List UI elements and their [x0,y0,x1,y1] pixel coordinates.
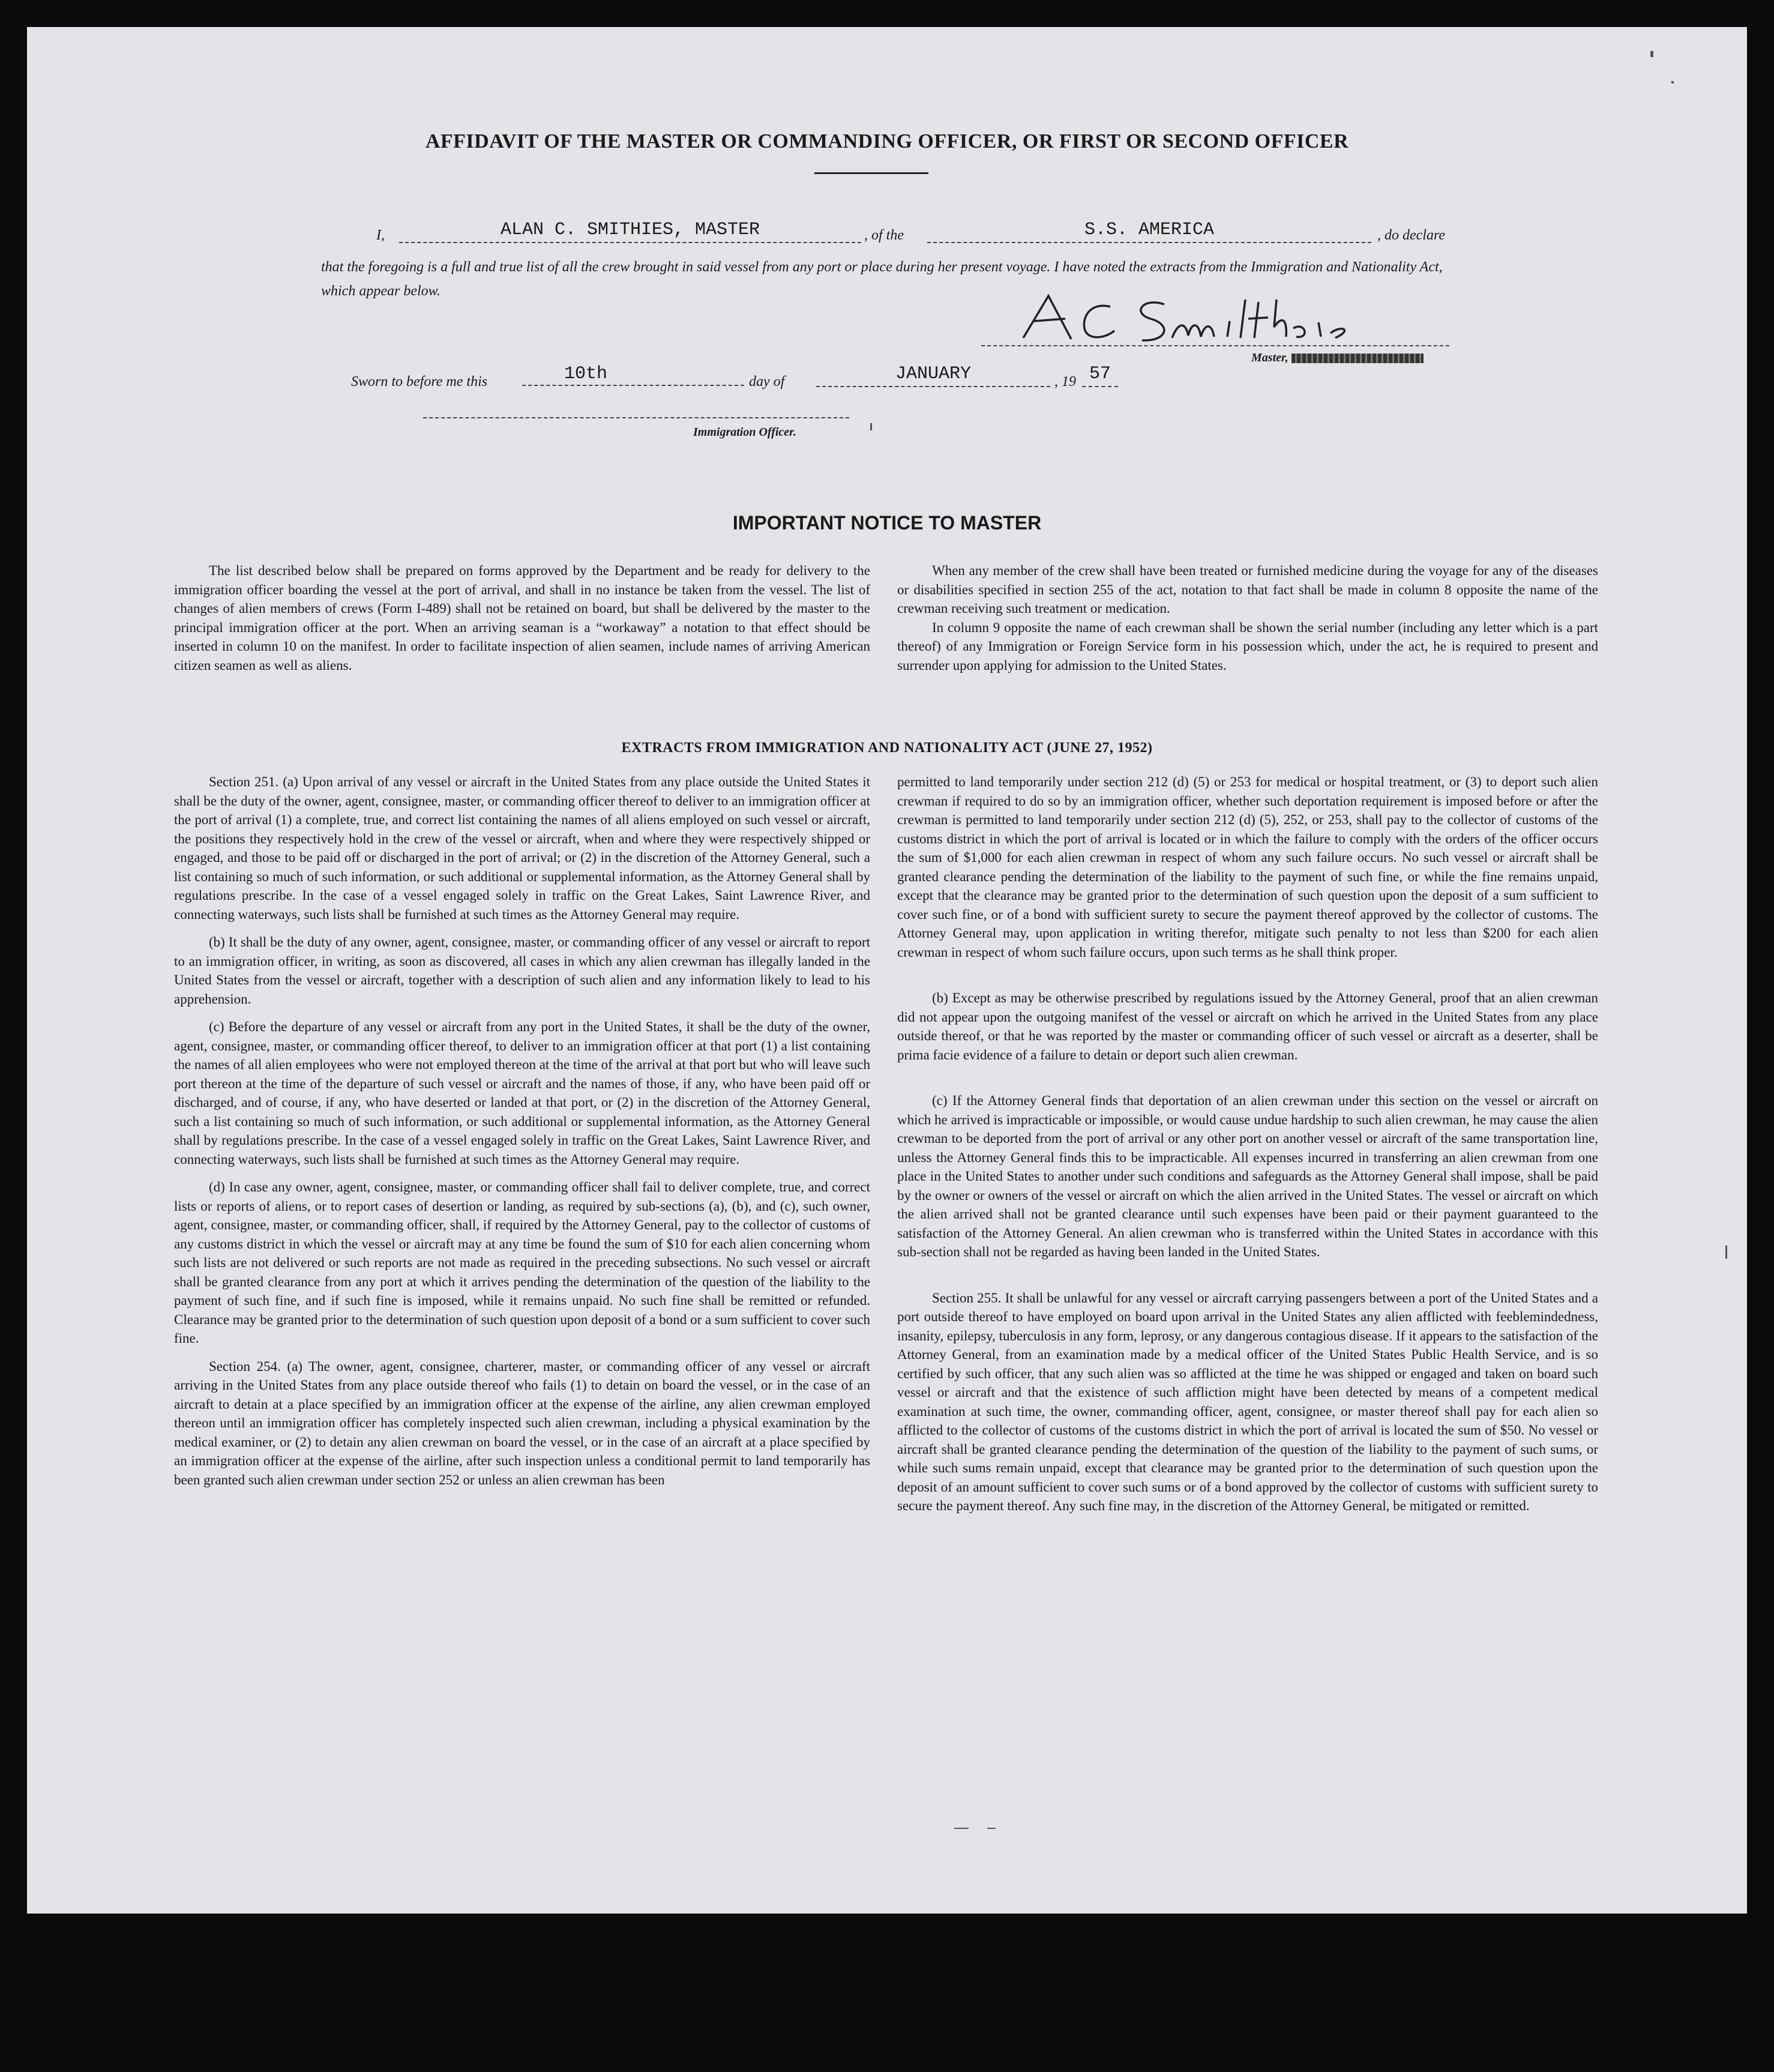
sworn-month-field: JANUARY [816,362,1050,387]
affidavit-title: AFFIDAVIT OF THE MASTER OR COMMANDING OFFICER, OR FIRST OR SECOND OFFICER [425,130,1349,152]
section-254-a: Section 254. (a) The owner, agent, consignee, charterer, master, or commanding officer of any vessel or aircraft arriving in the United States from any place outside thereof who fails (1) to detain on board the vessel, or in the case of an aircraft to detain at a place specified by an immigration officer at the expense of the airline, any alien crewman employed thereon until an immigration officer has completely inspected such alien crewman, including a physical examination by the medical examiner, or (2) to detain any alien crewman on board the vessel, or in the case of an aircraft at a place specified by an immigration officer at the expense of the airline, after such inspection unless a conditional permit to land temporarily has been granted such alien crewman under section 252 or unless an alien crewman has been [174,1358,870,1487]
sworn-row [351,362,1191,392]
section-251-b: (b) It shall be the duty of any owner, agent, consignee, master, or commanding officer of any vessel or aircraft to report to an immigration officer, in writing, as soon as discovered, all cases in which any alien crewman has illegally landed in the United States from the vessel or aircraft, together with a description of such alien and any information likely to lead to his apprehension. [174,935,870,1007]
sworn-day-field: 10th [522,362,744,386]
declaration-prefix: I, [376,227,385,243]
scan-speck [1725,1245,1727,1259]
section-254-b: (b) Except as may be otherwise prescribed by regulations issued by the Attorney General, proof that an alien crewman did not appear upon the outgoing manifest of the vessel or aircraft on which he arrived in the United States from any place outside thereof, or that he was reported by the master or commanding officer of such vessel or aircraft as a deserter, shall be prima facie evidence of a failure to detain or deport such alien crewman. [897,990,1598,1062]
notice-title: IMPORTANT NOTICE TO MASTER [732,512,1042,534]
title-underline [814,172,928,174]
notice-paragraph: In column 9 opposite the name of each crewman shall be shown the serial number (including any letter which is a part thereof) of any Immigration or Foreign Service form in his possession which, under the act, he is required to present and surrender upon applying for admission to the United States. [897,619,1598,673]
struck-out-text [1291,354,1424,363]
master-name-field: ALAN C. SMITHIES, MASTER [399,218,861,243]
declaration-text: that the foregoing is a full and true list of all the crew brought in said vessel from any port or place during her present voyage. I have noted the extracts from the Immigration and Nationality Act, which appear below. [321,259,1443,299]
section-251-d: (d) In case any owner, agent, consignee, master, or commanding officer shall fail to deliver complete, true, and correct lists or reports of aliens, or to report cases of desertion or landing, as required by sub-sections (a), (b), and (c), such owner, agent, consignee, master, or commanding officer, shall, if required by the Attorney General, pay to the collector of customs of any customs district in which the vessel or aircraft may at any time be found the sum of $10 for each alien concerning whom such lists are not delivered or such reports are not made as required in the preceding subsections. No such vessel or aircraft shall be granted clearance from any port at which it arrives pending the determination of the question of the liability to the payment of such fine, and if such fine is imposed, while it remains unpaid. No such fine shall be remitted or refunded. Clearance may be granted prior to the determination of such question upon deposit of a bond or a sum sufficient to cover such fine. [174,1179,870,1346]
section-254-a-continued: permitted to land temporarily under section 212 (d) (5) or 253 for medical or hospital treatment, or (3) to deport such alien crewman if required to do so by an immigration officer, whether such deportation requirement is imposed before or after the crewman is permitted to land temporarily under section 212 (d) (5), 252, or 253, shall pay to the collector of customs of the customs district in which the port of arrival is located or in which the failure to comply with the orders of the officer occurs the sum of $1,000 for each alien crewman in respect of whom any such failure occurs. No such vessel or aircraft shall be granted clearance pending the determination of the liability to the payment of such fine, or while the fine remains unpaid, except that the clearance may be granted prior to the determination of such question upon the deposit of a sum sufficient to cover such fine, or of a bond with sufficient surety to secure the payment thereof approved by the collector of customs. The Attorney General may, upon application in writing therefor, mitigate such penalty to not less than $200 for each alien crewman in respect of whom such failure occurs, upon such terms as he shall think proper. [897,774,1598,960]
year-prefix: , 19 [1054,374,1076,390]
extracts-right-column [897,772,1598,1543]
sworn-year-field: 57 [1082,362,1118,387]
scan-speck [870,423,872,430]
section-254-c: (c) If the Attorney General finds that deportation of an alien crewman under this section on the vessel or aircraft on which he arrived is impracticable or impossible, or would cause undue hardship to such alien crewman, he may cause the alien crewman to be deported from the port of arrival or any other port on another vessel or aircraft of the same transportation line, unless the Attorney General finds this to be impracticable. All expenses incurred in transferring an alien crewman from one place in the United States to another under such conditions and safeguards as the Attorney General shall impose, shall be paid by the owner or owners of the vessel or aircraft on which the alien arrived in the United States. The vessel or aircraft on which the alien arrived shall not be granted clearance until such expenses have been paid or their payment guaranteed to the satisfaction of the Attorney General. An alien crewman who is transferred within the United States in accordance with this sub-section shall not be regarded as having been landed in the United States. [897,1093,1598,1259]
of-the-label: , of the [864,227,904,243]
master-label-text: Master, [1251,351,1288,364]
extracts-left-column [174,772,870,1498]
section-251-c: (c) Before the departure of any vessel or aircraft from any port in the United States, it shall be the duty of the owner, agent, consignee, master, or commanding officer thereof, to deliver to an immigration officer at that port (1) a list containing the names of all alien employees who were not employed thereon at the time of the arrival at that port but who will leave such port thereon at the time of the departure of such vessel or aircraft and the names of those, if any, who have been paid off or discharged, and of course, if any, who have deserted or landed at that port, or (2) in the discretion of the Attorney General, such a list containing so much of such information, or such additional or supplemental information, as the Attorney General shall by regulations prescribe. In the case of a vessel engaged solely in traffic on the Great Lakes, Saint Lawrence River, and connecting waterways, such lists shall be furnished at such times as the Attorney General may require. [174,1019,870,1167]
scan-speck [1650,51,1653,57]
extracts-title: EXTRACTS FROM IMMIGRATION AND NATIONALITY ACT (JUNE 27, 1952) [621,740,1153,756]
scan-speck [1671,81,1674,83]
notice-paragraph: When any member of the crew shall have been treated or furnished medicine during the voyage for any of the diseases or disabilities specified in section 255 of the act, notation to that fact shall be made in column 8 opposite the name of the crewman receiving such treatment or medication. [897,563,1598,616]
immigration-officer-label: Immigration Officer. [693,426,796,439]
section-251-a: Section 251. (a) Upon arrival of any vessel or aircraft in the United States from any place outside the United States it shall be the duty of the owner, agent, consignee, master, or commanding officer thereof to deliver to an immigration officer at the port of arrival (1) a complete, true, and correct list containing the names of all aliens employed on such vessel or aircraft, the positions they respectively hold in the crew of the vessel or aircraft, when and where they were respectively shipped or engaged, and those to be paid off or discharged in the port of arrival; or (2) in the discretion of the Attorney General, such a list containing so much of such information, or such additional or supplemental information, as the Attorney General shall by regulations prescribe. In the case of a vessel engaged solely in traffic on the Great Lakes, Saint Lawrence River, and connecting waterways, such lists shall be furnished at such times as the Attorney General may require. [174,774,870,922]
do-declare-label: , do declare [1377,227,1446,243]
vessel-name-field: S.S. AMERICA [927,218,1371,243]
notice-right-column [897,561,1598,675]
immigration-officer-signature-line [423,417,849,418]
signature-drawing [981,291,1449,345]
master-label [1251,351,1424,365]
master-signature [981,291,1449,346]
notice-left-column [174,561,870,675]
notice-paragraph: The list described below shall be prepared on forms approved by the Department and be ready for delivery to the immigration officer boarding the vessel at the port of arrival, and shall in no instance be taken from the vessel. The list of changes of alien members of crews (Form I-489) shall not be retained on board, but shall be delivered by the master to the principal immigration officer at the port. When an arriving seaman is a “workaway” a notation to that effect should be inserted in column 10 on the manifest. In order to facilitate inspection of alien seamen, include names of arriving American citizen seamen as well as aliens. [174,563,870,673]
day-of-label: day of [749,374,785,390]
section-255: Section 255. It shall be unlawful for any vessel or aircraft carrying passengers between a port of the United States and a port outside thereof to have employed on board upon arrival in the United States any alien afflicted with feeblemindedness, insanity, epilepsy, tuberculosis in any form, leprosy, or any dangerous contagious disease. If it appears to the satisfaction of the Attorney General, from an examination made by a medical officer of the United States Public Health Service, and is so certified by such officer, that any such alien was so afflicted at the time he was shipped or engaged and taken on board such vessel or aircraft and that the existence of such affliction might have been detected by means of a competent medical examination at such time, the owner, commanding officer, agent, consignee, or master thereof shall pay for each alien so afflicted to the collector of customs of the customs district in which the port of arrival is located the sum of $50. No vessel or aircraft shall be granted clearance pending the determination of the question of the liability to the payment of such sums, or while such sums remain unpaid, except that clearance may be granted prior to the determination of such question upon the deposit of an amount sufficient to cover such sums or of a bond approved by the collector of customs with sufficient surety to secure the payment thereof. Any such fine may, in the discretion of the Attorney General, be mitigated or remitted. [897,1290,1598,1513]
scan-speck [954,1828,969,1829]
declaration-row [321,218,1461,248]
scan-speck [987,1828,996,1829]
sworn-prefix: Sworn to before me this [351,374,488,390]
document-page [27,27,1747,1914]
